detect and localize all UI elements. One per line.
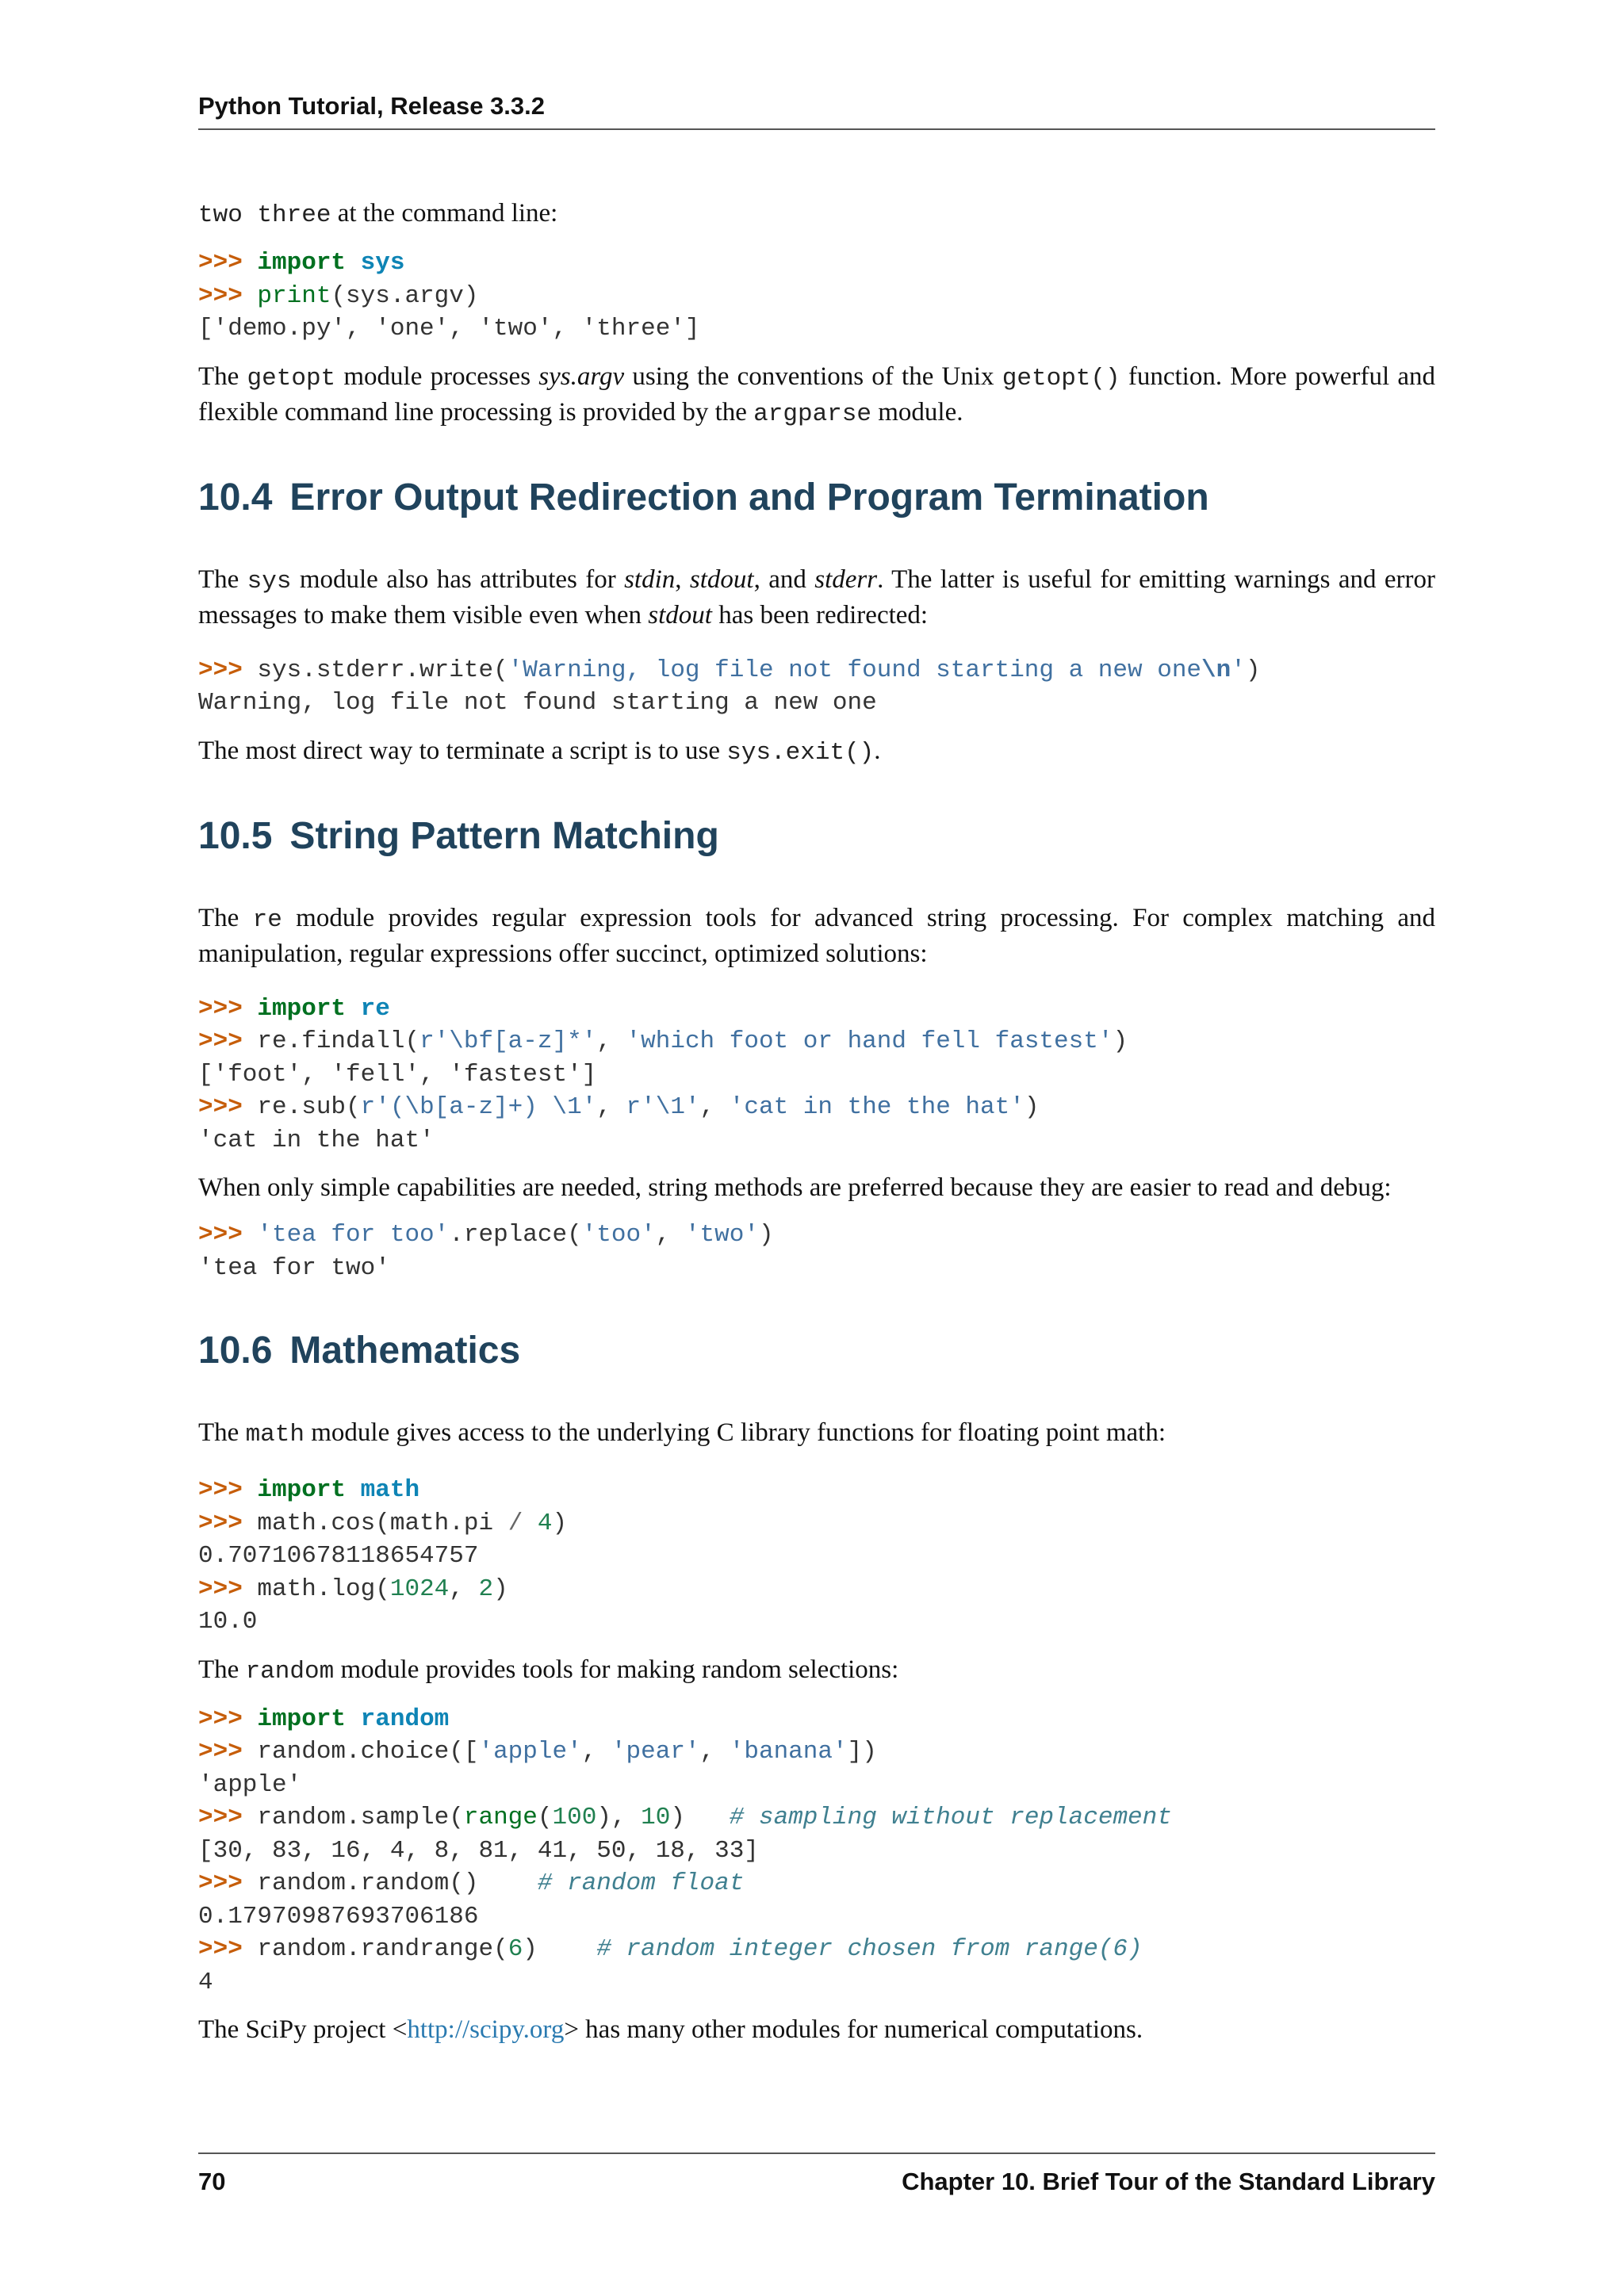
prompt: >>> <box>198 1804 258 1831</box>
prompt: >>> <box>198 1509 258 1537</box>
number-literal: 1024 <box>389 1575 450 1603</box>
keyword: import <box>257 1705 347 1733</box>
paragraph <box>198 2013 1435 2046</box>
code-text: , <box>449 1575 479 1603</box>
code-text: random.random() <box>257 1869 538 1897</box>
prompt: >>> <box>198 1476 258 1504</box>
inline-code: re <box>252 905 282 934</box>
inline-code: sys <box>247 567 292 595</box>
code-text <box>523 1510 538 1537</box>
paragraph <box>198 734 1435 770</box>
text-run: The <box>198 564 247 594</box>
code-text: , <box>699 1738 730 1766</box>
output: ['foot', 'fell', 'fastest'] <box>198 1060 597 1089</box>
footer-rule <box>198 2152 1435 2154</box>
section-number: 10.6 <box>198 1330 273 1372</box>
code-text: random.choice([ <box>257 1738 479 1766</box>
sections <box>198 476 1435 2047</box>
page-number: 70 <box>198 2168 226 2195</box>
code-text: ) <box>1245 656 1261 684</box>
code-line <box>198 1900 1435 1934</box>
code-block <box>198 247 1435 346</box>
module-name: re <box>360 994 390 1023</box>
text-run: , <box>675 564 690 594</box>
string-literal: 'apple' <box>478 1738 582 1766</box>
text-run: module processes <box>335 362 539 391</box>
text-run: module provides tools for making random selections: <box>334 1655 899 1684</box>
text-run: module. <box>871 397 963 427</box>
text-run: . The latter is useful for emitting warnings and error messages to make them visible even when <box>198 564 1435 629</box>
code-text: , <box>655 1221 685 1249</box>
code-text: ) <box>758 1221 774 1249</box>
string-literal: 'Warning, log file not found starting a new one <box>508 656 1202 684</box>
text-run: > has many other modules for numerical computations. <box>564 2015 1143 2044</box>
code-line <box>198 1966 1435 1999</box>
text-run: The SciPy project < <box>198 2015 408 2044</box>
emphasis: stdout <box>689 564 754 594</box>
code-line <box>198 1573 1435 1606</box>
inline-code: getopt() <box>1002 364 1120 392</box>
keyword: import <box>257 994 347 1023</box>
module-name: random <box>360 1705 450 1733</box>
keyword: import <box>257 249 347 277</box>
string-literal: 'cat in the the hat' <box>729 1093 1025 1121</box>
string-literal: ' <box>1231 656 1246 684</box>
code-text: ), <box>596 1804 642 1831</box>
code-line <box>198 1735 1435 1769</box>
prompt: >>> <box>198 249 258 277</box>
section-heading <box>198 1329 1435 1373</box>
code-line <box>198 1801 1435 1835</box>
code-text <box>346 249 361 277</box>
code-line <box>198 1025 1435 1058</box>
code-text: ) <box>493 1575 508 1603</box>
text-run: . <box>874 736 881 765</box>
text-run: has been redirected: <box>711 600 929 629</box>
string-literal: r'\bf[a-z]*' <box>419 1027 597 1055</box>
page-content <box>198 197 1435 2061</box>
intro-text: at the command line: <box>331 199 558 228</box>
prompt: >>> <box>198 281 258 310</box>
paragraph <box>198 360 1435 431</box>
text-run: The <box>198 362 247 391</box>
prompt: >>> <box>198 1221 258 1249</box>
code-line <box>198 1605 1435 1639</box>
builtin: print <box>257 281 331 310</box>
output: 'apple' <box>198 1770 302 1799</box>
prompt: >>> <box>198 1575 258 1603</box>
comment: # sampling without replacement <box>729 1804 1172 1831</box>
string-literal: 'two' <box>684 1221 759 1249</box>
comment: # random integer chosen from range(6) <box>596 1935 1143 1963</box>
number-literal: 100 <box>552 1804 597 1831</box>
code-line <box>198 1769 1435 1802</box>
code-line <box>198 280 1435 313</box>
number-literal: 4 <box>537 1509 553 1537</box>
text-run: The <box>198 1655 246 1684</box>
output: 10.0 <box>198 1608 258 1636</box>
paragraph <box>198 1171 1435 1204</box>
code-text: re.findall( <box>257 1027 420 1055</box>
emphasis: stdin <box>624 564 676 594</box>
code-text: math.cos(math.pi <box>257 1509 508 1537</box>
intro-paragraph <box>198 197 1435 232</box>
code-text: ( <box>537 1804 553 1831</box>
emphasis: stderr <box>814 564 878 594</box>
code-text: , <box>596 1027 626 1055</box>
emphasis: sys.argv <box>538 362 625 391</box>
code-text: , <box>699 1093 730 1121</box>
text-run: module gives access to the underlying C library functions for floating point math: <box>304 1418 1166 1447</box>
running-header: Python Tutorial, Release 3.3.2 <box>198 92 546 120</box>
inline-code: math <box>245 1421 304 1448</box>
string-literal: 'pear' <box>611 1738 700 1766</box>
code-line <box>198 1091 1435 1124</box>
code-text: ]) <box>847 1738 877 1766</box>
output: [30, 83, 16, 4, 8, 81, 41, 50, 18, 33] <box>198 1836 759 1865</box>
code-block <box>198 1474 1435 1639</box>
text-run: The <box>198 1418 246 1447</box>
code-line <box>198 993 1435 1026</box>
module-name: math <box>360 1476 420 1504</box>
code-line <box>198 1474 1435 1507</box>
section-heading <box>198 814 1435 859</box>
section-heading <box>198 476 1435 520</box>
code-text: random.sample( <box>257 1804 464 1831</box>
string-literal: r'\1' <box>626 1093 700 1121</box>
number-literal: 2 <box>478 1575 494 1603</box>
code-block <box>198 1219 1435 1284</box>
prompt: >>> <box>198 994 258 1023</box>
code-text <box>346 995 361 1023</box>
section-title: Mathematics <box>289 1330 521 1372</box>
text-run: , and <box>753 564 815 594</box>
code-line <box>198 1058 1435 1092</box>
code-text <box>346 1705 361 1733</box>
output: 4 <box>198 1968 213 1996</box>
inline-code: two three <box>198 201 331 229</box>
module-name: sys <box>360 249 405 277</box>
code-text: .replace( <box>449 1221 582 1249</box>
code-line <box>198 654 1435 687</box>
code-line <box>198 1867 1435 1900</box>
code-text: , <box>596 1093 626 1121</box>
prompt: >>> <box>198 1705 258 1733</box>
paragraph <box>198 563 1435 632</box>
paragraph <box>198 1416 1435 1452</box>
code-line <box>198 687 1435 720</box>
prompt: >>> <box>198 1093 258 1121</box>
code-text: (sys.argv) <box>331 281 479 310</box>
prompt: >>> <box>198 1935 258 1963</box>
prompt: >>> <box>198 656 258 684</box>
code-line <box>198 1835 1435 1868</box>
code-line <box>198 1219 1435 1252</box>
string-literal: 'which foot or hand fell fastest' <box>626 1027 1113 1055</box>
output: 0.17970987693706186 <box>198 1902 479 1931</box>
comment: # random float <box>537 1869 745 1897</box>
text-run: function. More powerful and flexible command line processing is provided by the <box>198 362 1435 427</box>
text-run: When only simple capabilities are needed, string methods are preferred because they are easier to read and debug: <box>198 1173 1392 1202</box>
code-text: re.sub( <box>257 1093 361 1121</box>
header-rule <box>198 128 1435 130</box>
code-text: ) <box>552 1509 568 1537</box>
code-text: ) <box>1024 1093 1040 1121</box>
text-run: The <box>198 903 253 932</box>
inline-code: sys.exit() <box>726 738 875 767</box>
code-line <box>198 1540 1435 1573</box>
text-run: module provides regular expression tools for advanced string processing. For complex matching and manipulation, regular expressions offer succinct, optimized solutions: <box>198 903 1435 968</box>
paragraph <box>198 1653 1435 1689</box>
output: 0.70710678118654757 <box>198 1542 479 1570</box>
emphasis: stdout <box>648 600 712 629</box>
string-literal: 'too' <box>581 1221 656 1249</box>
escape-sequence: \n <box>1201 656 1231 684</box>
code-text: , <box>581 1738 611 1766</box>
paragraph <box>198 901 1435 970</box>
code-text: ) <box>670 1804 730 1831</box>
string-literal: r'(\b[a-z]+) \1' <box>360 1093 597 1121</box>
document-page <box>198 0 1435 2296</box>
text-run: The most direct way to terminate a script is to use <box>198 736 727 765</box>
prompt: >>> <box>198 1027 258 1055</box>
code-block <box>198 654 1435 720</box>
code-line <box>198 312 1435 346</box>
code-text: math.log( <box>257 1575 390 1603</box>
section-number: 10.5 <box>198 814 273 857</box>
inline-code: getopt <box>247 364 336 392</box>
number-literal: 6 <box>508 1935 523 1963</box>
section-title: Error Output Redirection and Program Termination <box>289 476 1209 519</box>
string-literal: 'tea for too' <box>257 1221 450 1249</box>
text-run: module also has attributes for <box>291 564 625 594</box>
inline-code: argparse <box>753 400 871 428</box>
code-text: ) <box>523 1935 597 1963</box>
output: 'tea for two' <box>198 1253 390 1282</box>
operator: / <box>508 1509 523 1537</box>
code-line <box>198 247 1435 280</box>
scipy-link[interactable]: http://scipy.org <box>407 2015 565 2044</box>
builtin: range <box>463 1804 538 1831</box>
code-text: ) <box>1113 1027 1128 1055</box>
code-block <box>198 1703 1435 1999</box>
code-block <box>198 993 1435 1158</box>
string-literal: 'banana' <box>729 1738 848 1766</box>
inline-code: random <box>245 1657 335 1686</box>
code-line <box>198 1252 1435 1285</box>
keyword: import <box>257 1476 347 1504</box>
prompt: >>> <box>198 1738 258 1766</box>
code-text <box>346 1476 361 1504</box>
code-line <box>198 1507 1435 1540</box>
output: ['demo.py', 'one', 'two', 'three'] <box>198 315 700 342</box>
section-number: 10.4 <box>198 476 273 519</box>
code-text: random.randrange( <box>257 1935 508 1963</box>
output: 'cat in the hat' <box>198 1126 435 1154</box>
code-text: sys.stderr.write( <box>257 656 508 684</box>
prompt: >>> <box>198 1869 258 1897</box>
code-line <box>198 1933 1435 1966</box>
code-line <box>198 1703 1435 1736</box>
number-literal: 10 <box>641 1804 671 1831</box>
code-line <box>198 1124 1435 1158</box>
chapter-title: Chapter 10. Brief Tour of the Standard Library <box>902 2168 1435 2195</box>
output: Warning, log file not found starting a new one <box>198 689 877 717</box>
text-run: using the conventions of the Unix <box>624 362 1002 391</box>
section-title: String Pattern Matching <box>289 814 719 857</box>
